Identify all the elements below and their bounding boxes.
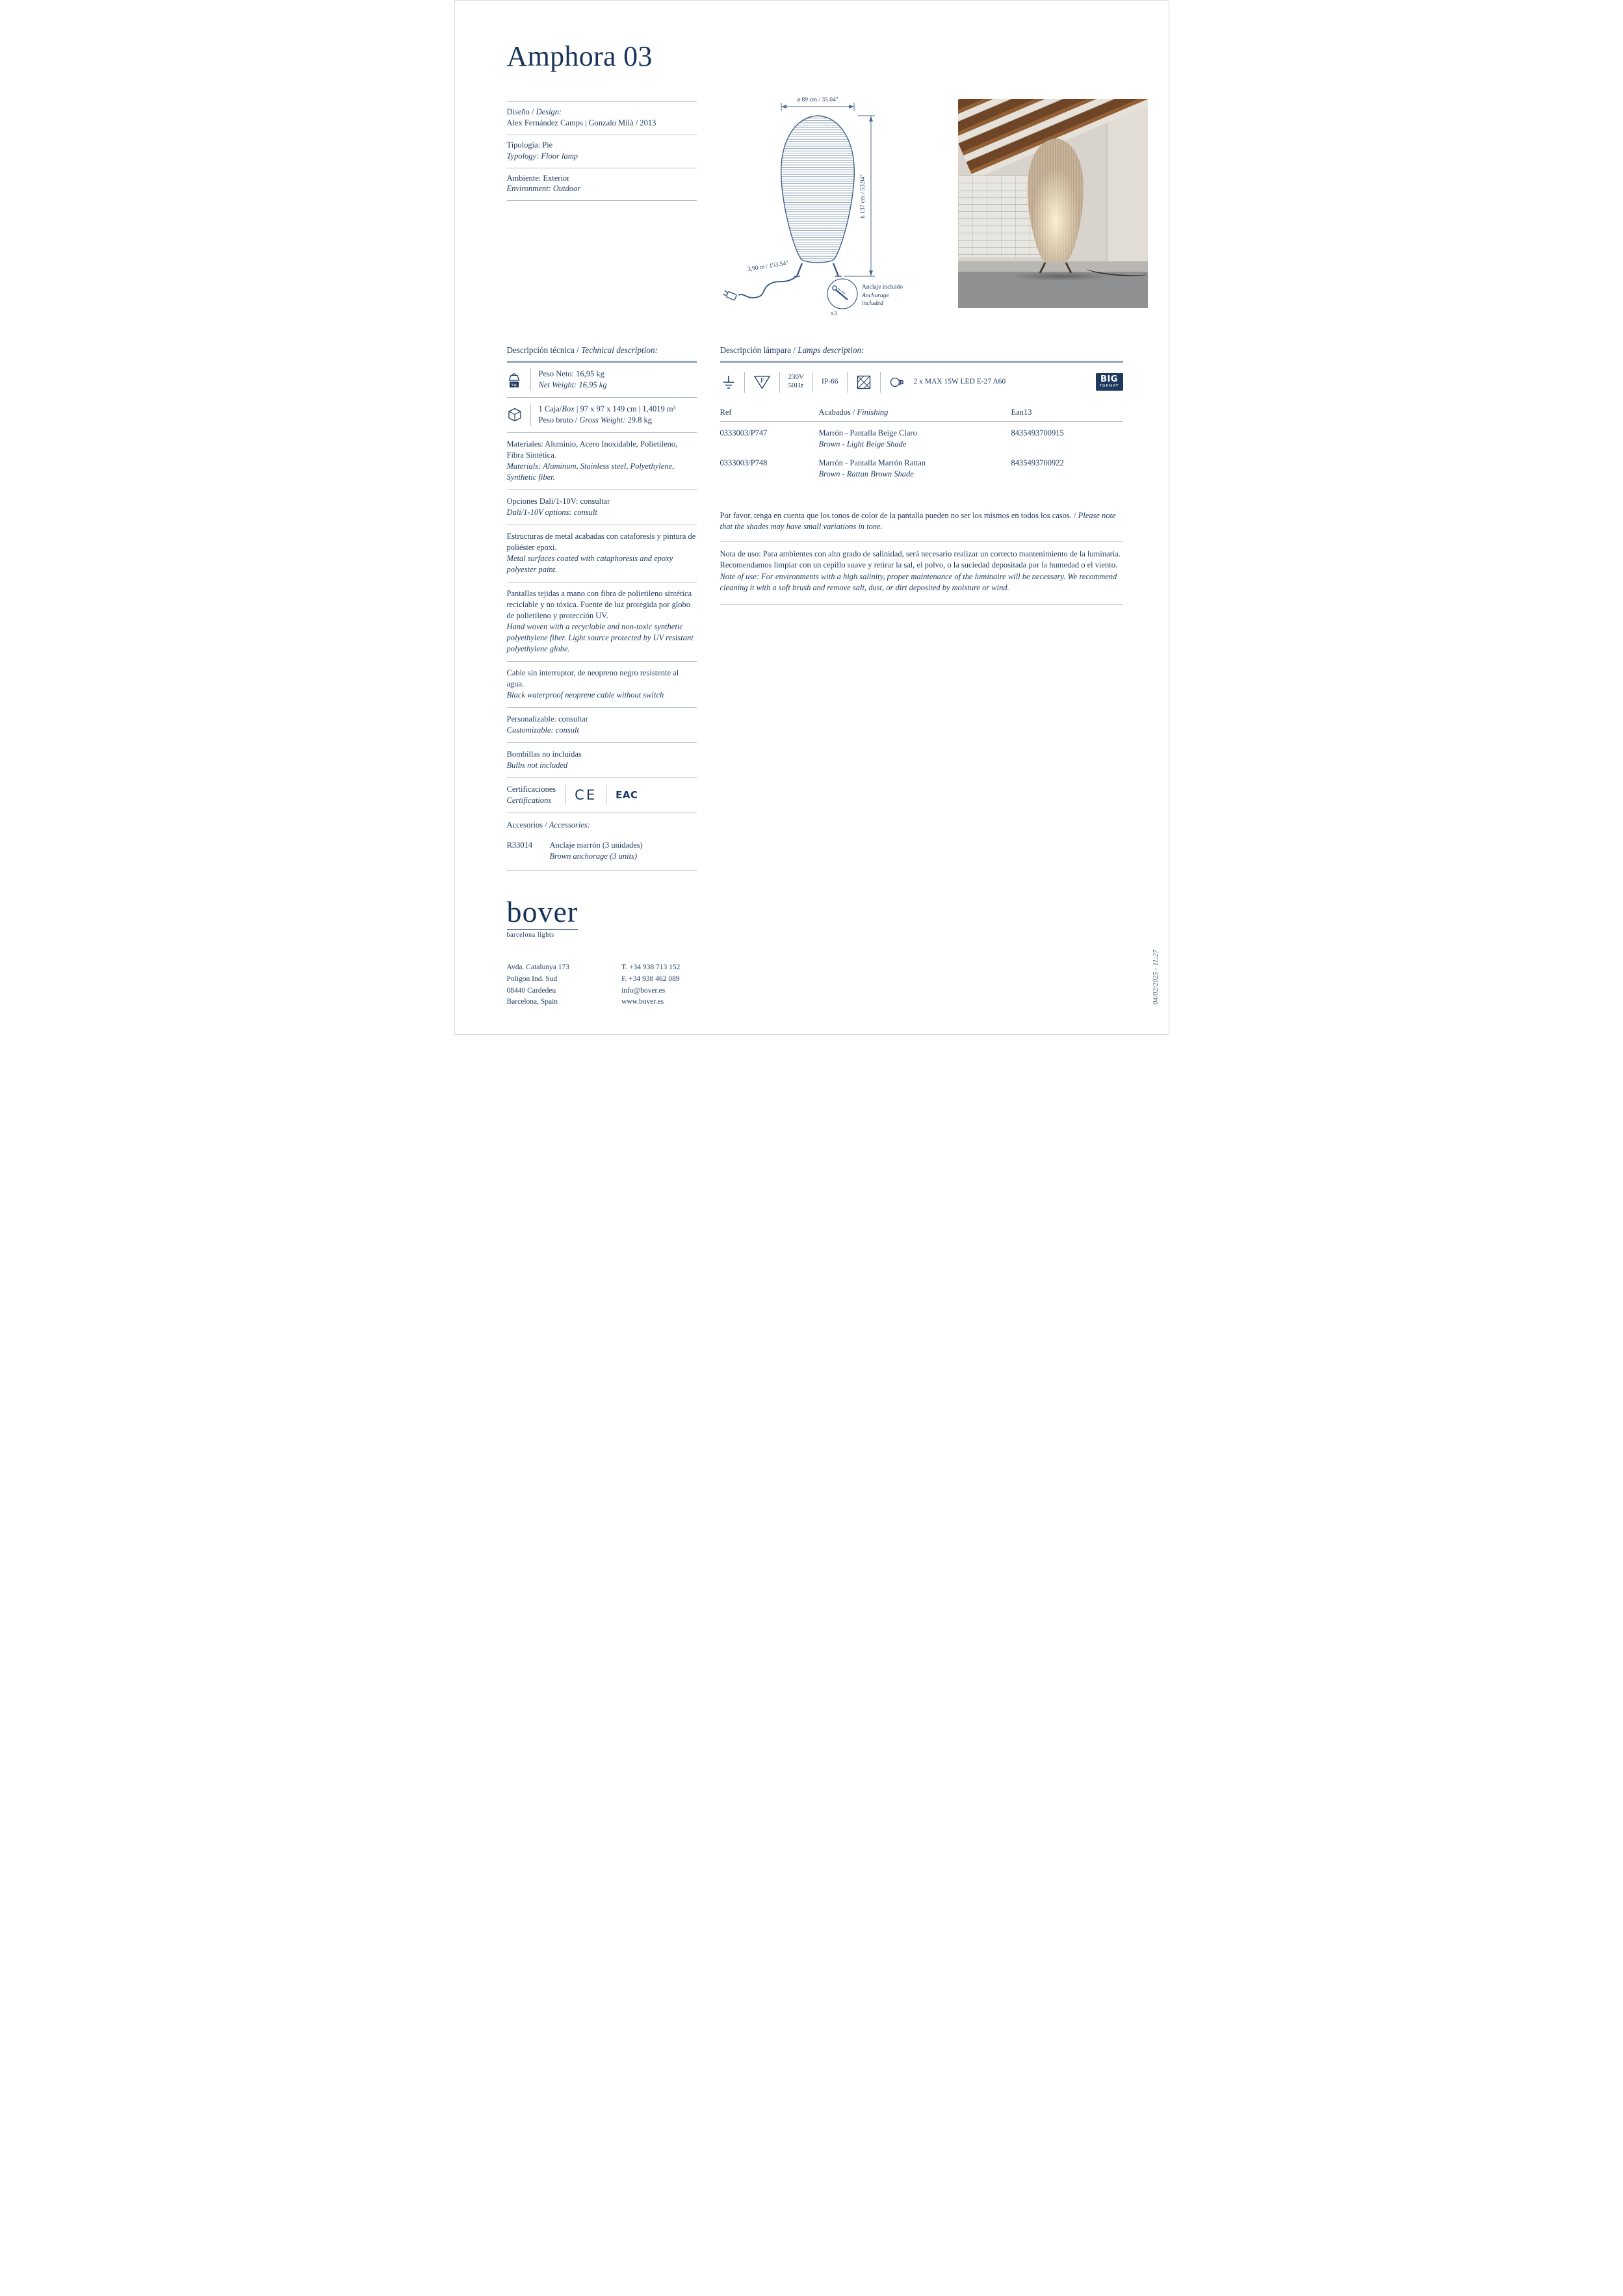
bover-logo-tagline: barcelona lights bbox=[507, 929, 578, 939]
voltage-rating bbox=[779, 372, 812, 393]
accessories-header: Accesorios / Accessories: bbox=[506, 820, 590, 829]
ce-mark-icon: CE bbox=[575, 787, 597, 803]
eac-mark-icon: EAC bbox=[616, 789, 638, 801]
no-cover-icon bbox=[847, 372, 880, 393]
bover-logo bbox=[506, 894, 578, 939]
address-block: Avda. Catalunya 173 Polígon Ind. Sud 08440 Cardedeu Barcelona, Spain bbox=[506, 963, 570, 1006]
environment-es: Ambiente: Exterior bbox=[506, 173, 570, 183]
main-section bbox=[507, 345, 1123, 871]
fax-line: F. +34 938 462 089 bbox=[621, 974, 680, 983]
f-icon-label: F bbox=[760, 377, 764, 384]
finish-table bbox=[720, 403, 1123, 482]
packaging-line1: 1 Caja/Box | 97 x 97 x 149 cm | 1,4019 m³ bbox=[538, 404, 676, 413]
row-finishing: Marrón - Pantalla Beige Claro Brown - Light Beige Shade bbox=[818, 428, 917, 449]
contact-block bbox=[621, 962, 680, 1008]
tech-header-en: Technical description: bbox=[581, 345, 658, 355]
product-specs bbox=[507, 101, 697, 201]
cable-label: 3,90 m / 153.54" bbox=[746, 260, 789, 273]
plug-icon bbox=[722, 290, 736, 300]
typology-es: Tipología: Pie bbox=[506, 140, 553, 150]
technical-drawing bbox=[720, 94, 935, 322]
diameter-label: ø 89 cm / 35.04" bbox=[796, 97, 838, 103]
datasheet-page bbox=[454, 0, 1169, 1035]
accessory-desc: Anclaje marrón (3 unidades) Brown anchorage (3 units) bbox=[549, 840, 643, 861]
table-row bbox=[720, 452, 1123, 482]
top-section bbox=[507, 95, 1123, 322]
anchor-icon bbox=[832, 286, 847, 300]
kg-icon-label: kg bbox=[511, 382, 517, 387]
ground-icon bbox=[720, 372, 744, 393]
anchor-qty-label: x3 bbox=[830, 311, 837, 317]
lamp-header-es: Descripción lámpara / bbox=[720, 345, 798, 355]
box-icon bbox=[507, 407, 530, 423]
shades-block: Pantallas tejidas a mano con fibra de polietileno sintética reciclable y no tóxica. Fuente de luz protegida por globo de polietileno y protección UV. Hand woven with a recyclable and non-toxic synthetic polyethylene fiber. Light source protected by UV resistant polyethylene globe. bbox=[507, 582, 697, 662]
bulb-rating-text: 2 x MAX 15W LED E-27 A60 bbox=[913, 378, 1006, 386]
col-finishing: Acabados / Finishing bbox=[818, 407, 889, 417]
footer-columns bbox=[507, 962, 1123, 1008]
design-label bbox=[507, 107, 697, 118]
voltage-value: 230V bbox=[788, 372, 804, 381]
lamp-header-en: Lamps description: bbox=[798, 345, 864, 355]
customizable-block: Personalizable: consultar Customizable: consult bbox=[507, 708, 697, 743]
row-ref: 0333003/P748 bbox=[720, 458, 768, 467]
frequency-value: 50Hz bbox=[788, 381, 804, 389]
technical-drawing-svg bbox=[720, 94, 935, 322]
net-weight-text bbox=[530, 369, 607, 391]
email-line: info@bover.es bbox=[621, 986, 666, 995]
page-content bbox=[455, 1, 1169, 871]
packaging-line2: Peso bruto / Gross Weight: 29.8 kg bbox=[538, 415, 652, 424]
cable-block: Cable sin interruptor, de neopreno negro resistente al agua. Black waterproof neoprene cable without switch bbox=[507, 662, 697, 708]
row-ref: 0333003/P747 bbox=[720, 428, 768, 437]
typology-en: Typology: Floor lamp bbox=[506, 151, 578, 161]
f-symbol-icon bbox=[744, 372, 779, 393]
photo-lamp bbox=[1015, 135, 1096, 274]
footer bbox=[455, 871, 1169, 1034]
row-finishing: Marrón - Pantalla Marrón Rattan Brown - Rattan Brown Shade bbox=[818, 458, 926, 478]
note-use: Nota de uso: Para ambientes con alto grado de salinidad, será necesario realizar un correcto mantenimiento de la luminaria. Recomendamos limpiar con un cepillo suave y retirar la sal, el polvo, o la suciedad depositada por la humedad o el viento. Note of use: For environments with a high salinity, proper maintenance of the luminaire will be necessary. We recommend cleaning it with a soft brush and remove salt, dust, or dirt deposited by moisture or wind. bbox=[720, 542, 1123, 605]
cable-dimension bbox=[722, 260, 796, 300]
design-value: Alex Fernández Camps | Gonzalo Milà / 2013 bbox=[506, 118, 656, 127]
weight-icon bbox=[507, 371, 530, 388]
anchor-note bbox=[827, 279, 903, 317]
anchor-en-label-1: Anchorage bbox=[861, 293, 889, 299]
spec-design bbox=[507, 101, 697, 135]
structures-block: Estructuras de metal acabadas con cataforesis y pintura de poliéster epoxi. Metal surfaces coated with cataphoresis and epoxy polyester paint. bbox=[507, 525, 697, 582]
ip-rating: IP-66 bbox=[812, 372, 847, 393]
technical-description-header bbox=[507, 345, 697, 363]
design-label-es: Diseño / bbox=[506, 107, 536, 116]
net-weight-es: Peso Neto: 16,95 kg bbox=[538, 369, 604, 378]
finish-table-header bbox=[720, 403, 1123, 422]
phone-line: T. +34 938 713 152 bbox=[621, 963, 681, 971]
row-ean: 8435493700922 bbox=[1011, 458, 1064, 467]
diameter-dimension bbox=[781, 97, 854, 111]
bover-logo-text: bover bbox=[506, 894, 578, 928]
packaging-text bbox=[530, 404, 676, 426]
accessory-ref: R33014 bbox=[506, 840, 533, 850]
environment-en: Environment: Outdoor bbox=[506, 184, 581, 194]
website-line: www.bover.es bbox=[621, 998, 664, 1006]
net-weight-en: Net Weight: 16,95 kg bbox=[538, 380, 607, 389]
photo-wall bbox=[1106, 99, 1148, 268]
lamp-description-header bbox=[720, 345, 1123, 363]
technical-description-section bbox=[507, 345, 697, 871]
bulb-icon bbox=[889, 376, 909, 388]
anchor-circle bbox=[827, 279, 857, 309]
tech-header-es: Descripción técnica / bbox=[506, 345, 582, 355]
bulbs-block: Bombillas no incluidas Bulbs not included bbox=[507, 743, 697, 778]
materials-block: Materiales: Aluminio, Acero Inoxidable, Polietileno, Fibra Sintética. Materials: Aluminum, Stainless steel, Polyethylene, Synthetic fiber. bbox=[507, 433, 697, 490]
accessory-row bbox=[507, 833, 697, 871]
lamp-outline bbox=[781, 116, 854, 276]
table-row bbox=[720, 422, 1123, 452]
note-tone: Por favor, tenga en cuenta que los tonos de color de la pantalla pueden no ser los mismos en todos los casos. / Please note that the shades may have small variations in tone. bbox=[720, 510, 1123, 542]
design-label-en: Design: bbox=[536, 107, 562, 116]
packaging-block bbox=[507, 398, 697, 433]
spec-typology bbox=[507, 135, 697, 168]
certifications-label: Certificaciones Certifications bbox=[506, 784, 556, 805]
col-ean: Ean13 bbox=[1011, 407, 1032, 417]
row-ean: 8435493700915 bbox=[1011, 428, 1064, 437]
net-weight-block bbox=[507, 363, 697, 398]
cable-line bbox=[738, 276, 797, 298]
print-date: 04/02/2025 - 11:27 bbox=[1151, 950, 1160, 1005]
big-format-badge: BIG FORMAT bbox=[1096, 373, 1123, 391]
spec-environment bbox=[507, 168, 697, 202]
product-photo bbox=[958, 99, 1148, 308]
anchor-en-label-2: included bbox=[861, 300, 883, 307]
ratings-row bbox=[720, 372, 1123, 393]
lamp-description-section bbox=[720, 345, 1123, 605]
bulb-rating bbox=[880, 372, 1015, 393]
page-title: Amphora 03 bbox=[506, 40, 653, 72]
anchor-es-label: Anclaje incluido bbox=[861, 284, 903, 291]
col-ref: Ref bbox=[720, 407, 732, 417]
dali-options-block: Opciones Dali/1-10V: consultar Dali/1-10V options: consult bbox=[507, 490, 697, 525]
certifications-block bbox=[507, 778, 697, 813]
height-label: h 137 cm / 53.94" bbox=[859, 174, 866, 218]
